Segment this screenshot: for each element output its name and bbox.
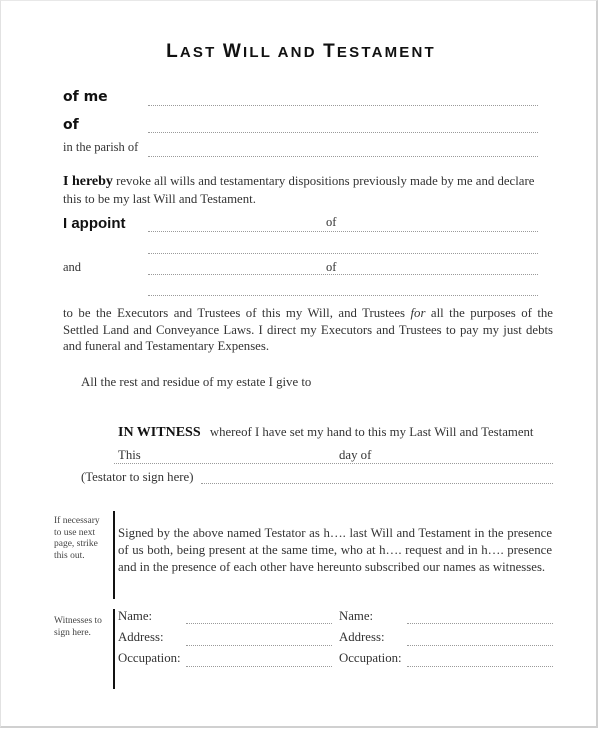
executors-text-2: all the purposes of the Settled Land and Conveyance Laws. I direct my Executors and Trustees to pay my just debts and funeral and Testamentary Expenses. — [63, 306, 553, 353]
witness-2-name-label: Name: — [339, 609, 374, 623]
attestation-divider — [113, 511, 115, 599]
residue-text: All the rest and residue of my estate I give to — [81, 375, 312, 389]
testator-name-field[interactable] — [148, 105, 538, 106]
appoint-label: I appoint — [63, 215, 126, 232]
witness-2-occupation-field[interactable] — [407, 666, 553, 667]
parish-label: in the parish of — [63, 140, 139, 154]
title-initial-1: L — [166, 41, 180, 62]
appoint-of-label-2: of — [326, 260, 337, 274]
executor-1-name-field[interactable] — [148, 231, 538, 232]
title-rest-1: AST — [179, 44, 223, 61]
witness-2-name-field[interactable] — [407, 623, 553, 624]
witnesses-divider — [113, 609, 115, 689]
testator-sign-label: (Testator to sign here) — [81, 470, 194, 484]
of-label: of — [63, 117, 79, 133]
witness-2-occupation-label: Occupation: — [339, 651, 402, 665]
appoint-of-label-1: of — [326, 215, 337, 229]
executors-paragraph — [63, 305, 553, 355]
witness-1-name-field[interactable] — [186, 623, 332, 624]
witness-text: whereof I have set my hand to this my Last Will and Testament — [209, 425, 534, 439]
witness-2-address-field[interactable] — [407, 645, 553, 646]
witnesses-side-note: Witnesses to sign here. — [54, 616, 102, 638]
witness-lead: IN WITNESS — [118, 425, 201, 440]
witness-1-occupation-label: Occupation: — [118, 651, 181, 665]
testator-address-field[interactable] — [148, 132, 538, 133]
witness-1-address-field[interactable] — [186, 645, 332, 646]
title-rest-2: ILL AND — [243, 44, 324, 61]
executors-italic: for — [410, 306, 426, 320]
witness-1-occupation-field[interactable] — [186, 666, 332, 667]
executor-2-address-field[interactable] — [148, 295, 538, 296]
day-of-label: day of — [339, 448, 372, 462]
executor-2-name-field[interactable] — [148, 274, 538, 275]
witness-2-address-label: Address: — [339, 630, 385, 644]
executors-text-1: to be the Executors and Trustees of this my Will, and Trustees — [63, 306, 411, 320]
attestation-side-note: If necessary to use next page, strike this out. — [54, 516, 100, 561]
date-field[interactable] — [114, 463, 553, 464]
title-rest-3: ESTAMENT — [336, 44, 436, 61]
of-me-label: of me — [63, 89, 108, 105]
revocation-lead: I hereby — [63, 174, 113, 189]
witness-1-name-label: Name: — [118, 609, 153, 623]
witness-clause — [118, 425, 533, 441]
attestation-paragraph: Signed by the above named Testator as h…. last Will and Testament in the presence of us both, being present at the same time, who at h…. request and in h…. presence and in the presence of each other have hereunto subscribed our names as witnesses. — [118, 526, 552, 574]
revocation-text: revoke all wills and testamentary dispositions previously made by me and declare this to be my last Will and Testament. — [63, 174, 535, 206]
this-label: This — [118, 448, 141, 462]
witness-1-address-label: Address: — [118, 630, 164, 644]
document-title — [1, 41, 600, 63]
testator-signature-field[interactable] — [201, 483, 553, 484]
and-label: and — [63, 260, 82, 274]
revocation-paragraph — [63, 173, 553, 207]
title-initial-2: W — [222, 41, 243, 62]
title-initial-3: T — [323, 41, 337, 62]
executor-1-address-field[interactable] — [148, 253, 538, 254]
parish-field[interactable] — [148, 156, 538, 157]
